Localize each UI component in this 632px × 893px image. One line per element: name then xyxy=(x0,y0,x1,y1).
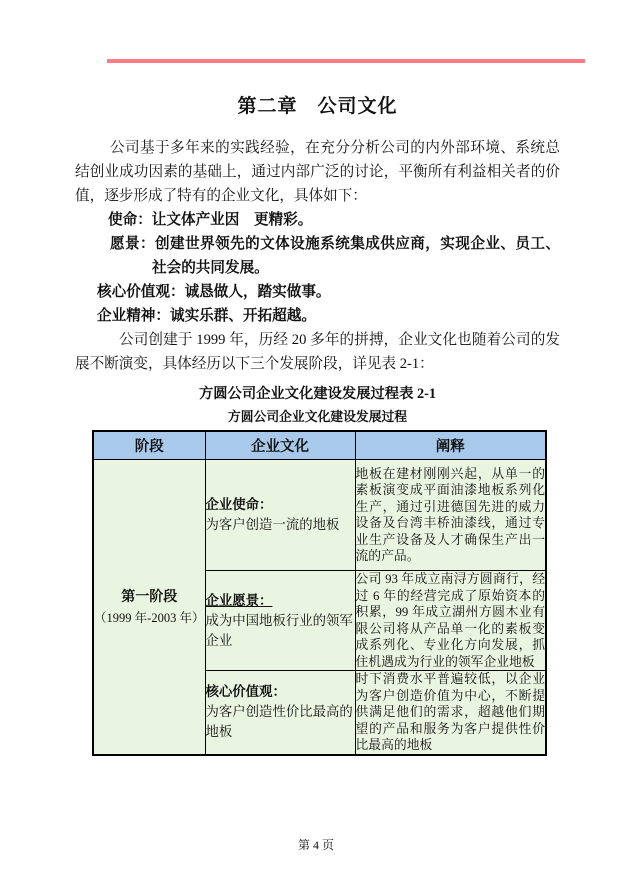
explanation-cell: 地板在建材刚刚兴起，从单一的素板演变成平面油漆地板系列化生产，通过引进德国先进的威力设备及台湾丰桥油漆线，通过专业生产设备及人才确保生产出一流的产品。 xyxy=(355,460,546,571)
culture-label: 企业使命： xyxy=(205,497,273,512)
page-content xyxy=(75,92,560,756)
culture-text: 成为中国地板行业的领军企业 xyxy=(205,612,353,648)
culture-cell-vision xyxy=(205,571,355,671)
table-header-row xyxy=(93,431,546,460)
culture-text: 为客户创造一流的地板 xyxy=(205,517,340,532)
culture-cell-mission xyxy=(205,460,355,571)
history-paragraph: 公司创建于 1999 年，历经 20 多年的拼搏，企业文化也随着公司的发展不断演变，具体经历以下三个发展阶段，详见表 2-1： xyxy=(75,332,560,372)
explanation-cell: 时下消费水平普遍较低，以企业为客户创造价值为中心，不断提供满足他们的需求，超越他们期望的产品和服务为客户提供性价比最高的地板 xyxy=(355,671,546,755)
header-cell-culture: 企业文化 xyxy=(205,431,355,460)
culture-text: 为客户创造性价比最高的地板 xyxy=(205,704,353,740)
table-row xyxy=(93,460,546,571)
culture-table xyxy=(92,430,547,756)
culture-cell-values xyxy=(205,671,355,755)
culture-label: 核心价值观： xyxy=(205,684,286,700)
intro-paragraph: 公司基于多年来的实践经验，在充分分析公司的内外部环境、系统总结创业成功因素的基础上，通过内部广泛的讨论，平衡所有利益相关者的价值，逐步形成了特有的企业文化，具体如下： xyxy=(75,140,560,204)
header-cell-stage: 阶段 xyxy=(93,431,205,460)
chapter-title: 第二章 公司文化 xyxy=(237,96,398,117)
page-number: 第 4 页 xyxy=(297,838,334,852)
table-subtitle: 方圆公司企业文化建设发展过程 xyxy=(227,410,408,424)
table-caption: 方圆公司企业文化建设发展过程表 2-1 xyxy=(198,386,437,402)
core-values-line: 核心价值观：诚恳做人，踏实做事。 xyxy=(97,284,331,300)
culture-label: 企业愿景： xyxy=(205,592,273,608)
stage-name: 第一阶段 xyxy=(121,589,178,605)
stage-cell xyxy=(93,460,205,755)
header-cell-explanation: 阐释 xyxy=(355,431,546,460)
stage-period: （1999 年-2003 年） xyxy=(94,610,205,625)
top-accent-rule xyxy=(107,59,585,63)
spirit-line: 企业精神：诚实乐群、开拓超越。 xyxy=(97,308,316,324)
vision-line: 愿景：创建世界领先的文体设施系统集成供应商，实现企业、员工、社会的共同发展。 xyxy=(110,236,560,276)
explanation-cell: 公司 93 年成立南浔方圆商行，经过 6 年的经营完成了原始资本的积累，99 年成立湖州方圆木业有限公司将从产品单一化的素板变成系列化、专业化方向发展，抓住机遇成为行业的领军企业地板 xyxy=(355,572,545,669)
mission-line: 使命：让文体产业因 更精彩。 xyxy=(108,212,313,228)
